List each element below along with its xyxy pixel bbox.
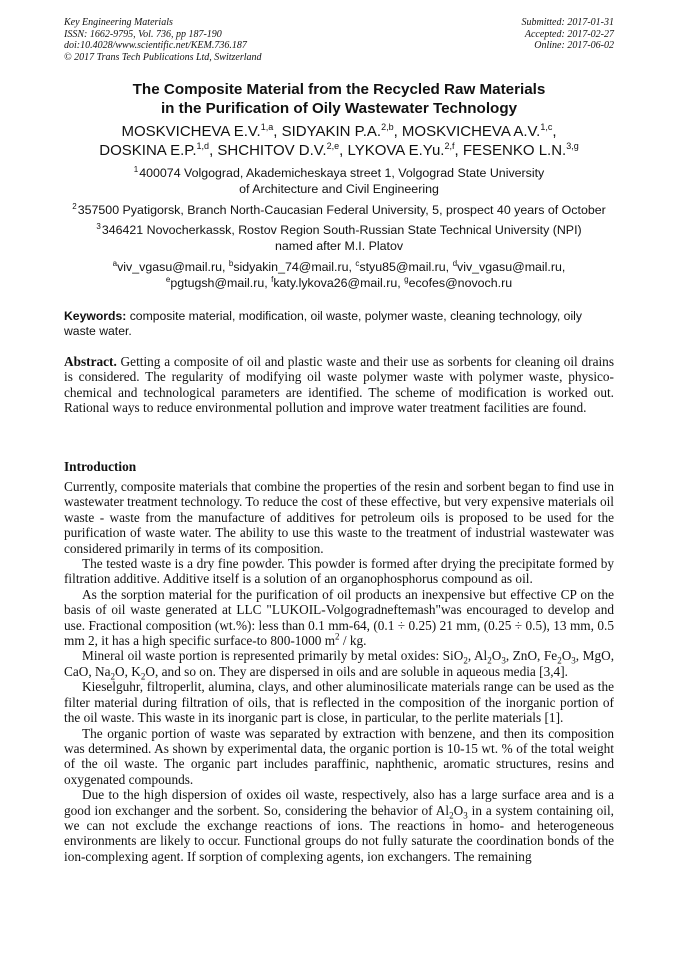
email-address[interactable]: viv_vgasu@mail.ru — [117, 260, 222, 274]
email-address[interactable]: styu85@mail.ru — [359, 260, 446, 274]
text-run: O — [453, 802, 464, 818]
subscript: 2 — [463, 656, 468, 667]
email-separator: , — [445, 260, 453, 274]
abstract-text: Getting a composite of oil and plastic waste and their use as sorbents for cleaning oil drains is considered. The regularity of modifying oil waste polymer waste with polymer waste, physico-chemical and technological parameters are identified. The scheme of modification is worked out. Rational ways to reduce environmental pollution and improve water treatment facilities are found. — [64, 354, 614, 416]
text-run: O — [491, 648, 502, 664]
email-mark: e — [165, 274, 171, 284]
author-affil-mark: 1,a — [260, 122, 274, 132]
subscript: 2 — [449, 810, 454, 821]
email-address[interactable]: ecofes@novoch.ru — [408, 275, 513, 290]
author-affil-mark: 2,e — [326, 141, 340, 151]
keywords-text: composite material, modification, oil waste, polymer waste, cleaning technology, oily waste water. — [64, 309, 582, 338]
author-separator: , — [393, 123, 402, 140]
affiliation-1-line-1 — [50, 166, 628, 182]
keywords-label: Keywords: — [64, 309, 127, 323]
subscript: 2 — [487, 656, 492, 667]
abstract — [64, 354, 614, 416]
affiliation-number: 1 — [133, 164, 139, 174]
text-run: Mineral oil waste portion is represented primarily by metal oxides: SiO — [82, 648, 464, 664]
email-separator: , — [264, 275, 272, 290]
email-separator: , — [348, 260, 356, 274]
text-run: O, and so on. They are dispersed in oils and are soluble in aqueous media [3,4]. — [145, 663, 568, 679]
subscript: 3 — [501, 656, 506, 667]
author-name: LYKOVA E.Yu. — [347, 142, 445, 159]
author-affil-mark: 2,f — [444, 141, 455, 151]
affiliation-text: 357500 Pyatigorsk, Branch North-Caucasian Federal University, 5, prospect 40 years of October — [77, 203, 606, 217]
emails-line-2 — [50, 276, 628, 292]
emails-line-1 — [50, 260, 628, 276]
text-run: , Al — [467, 648, 488, 664]
author-name: SIDYAKIN P.A. — [281, 123, 382, 140]
online-date: Online: 2017-06-02 — [534, 40, 614, 51]
author-separator: , — [454, 142, 463, 159]
email-mark: c — [355, 258, 360, 268]
email-separator: , — [221, 260, 229, 274]
email-address[interactable]: sidyakin_74@mail.ru — [233, 260, 349, 274]
text-run: , MgO, CaO, Na — [64, 648, 615, 679]
authors-line-1 — [30, 122, 648, 141]
email-mark: f — [271, 274, 274, 284]
title-line-1: The Composite Material from the Recycled Raw Materials — [132, 81, 546, 98]
section-heading-introduction: Introduction — [64, 459, 137, 474]
text-run: O — [561, 648, 572, 664]
affiliation-2 — [50, 203, 628, 219]
paragraph: The organic portion of waste was separated by extraction with benzene, and then its composition was determined. As shown by experimental data, the organic portion is 10-15 wt. % of the total weight of the oil waste. The organic part includes paraffinic, naphthenic, aromatic structures, resins and oxygenated compounds. — [64, 725, 614, 787]
subscript: 2 — [110, 671, 116, 682]
paragraph — [64, 648, 615, 682]
paragraph: Kieselguhr, filtroperlit, alumina, clays, and other aluminosilicate materials range can be used as the filter material during filtration of oils, that is reflected in the composition of the inorganic portion of the oil waste. This waste in its inorganic part is close, in particular, to the perlite materials [1]. — [64, 679, 614, 726]
affiliation-3 — [50, 223, 628, 254]
affiliation-number: 2 — [72, 201, 77, 211]
author-affil-mark: 2,b — [381, 122, 394, 132]
text-run: As the sorption material for the purification of oil products an inexpensive but effective CP on the basis of oil waste generated at LLC "LUKOIL-Volgogradneftemash"was encouraged to develop and use. Fractional composition (wt.%): less than 0.1 mm-64, (0.1 ÷ 0.25) 21 mm, (0.25 ÷ 0.5), 13 mm, 0.5 mm 2, it has a high specific surface-to 800-1000 m — [64, 586, 614, 649]
affiliation-3-line-2: named after M.I. Platov — [274, 238, 404, 253]
author-name: SHCHITOV D.V. — [217, 142, 327, 159]
subscript: 2 — [140, 671, 146, 682]
subscript: 2 — [557, 656, 562, 667]
author-name: MOSKVICHEVA A.V. — [401, 123, 541, 140]
author-affil-mark: 3,g — [566, 141, 579, 151]
abstract-label: Abstract. — [64, 354, 117, 369]
author-affil-mark: 1,c — [540, 122, 553, 132]
author-affil-mark: 1,d — [196, 141, 210, 151]
paragraph — [64, 787, 614, 864]
affiliation-1 — [50, 166, 628, 197]
email-mark: d — [452, 258, 458, 268]
paragraph: Currently, composite materials that combine the properties of the resin and sorbent began to find use in wastewater treatment technology. To reduce the cost of these effective, but very expensive materials oil waste - waste from the manufacture of additives for petroleum oils is proposed to be used for the purification of waste water. The ability to use this waste to the treatment of industrial wastewater was considered primarily in terms of its composition. — [64, 479, 614, 556]
introduction-body — [64, 479, 614, 864]
author-separator: , — [209, 142, 218, 159]
email-address[interactable]: viv_vgasu@mail.ru — [457, 260, 562, 274]
author-separator: , — [552, 123, 557, 140]
affiliation-2-line-1 — [50, 203, 628, 219]
affiliation-text: 346421 Novocherkassk, Rostov Region South-Russian State Technical University (NPI) — [101, 223, 582, 237]
paragraph: The tested waste is a dry fine powder. This powder is formed after drying the precipitate formed by filtration additive. Additive itself is a solution of an organophosphorus compound as oil. — [64, 556, 614, 587]
email-mark: g — [404, 274, 409, 284]
text-run: Due to the high dispersion of oxides oil waste, respectively, also has a large surface area and is a good ion exchanger and the sorbent. So, considering the behavior of Al — [64, 787, 614, 818]
email-separator: , — [397, 275, 405, 290]
submitted-date: Submitted: 2017-01-31 — [521, 17, 614, 28]
text-run: , ZnO, Fe — [505, 648, 558, 664]
author-name: MOSKVICHEVA E.V. — [121, 123, 261, 140]
author-separator: , — [273, 123, 282, 140]
text-run: / kg. — [339, 633, 367, 649]
issn-line: ISSN: 1662-9795, Vol. 736, pp 187-190 — [64, 28, 222, 40]
email-list — [50, 260, 628, 291]
affiliation-1-line-2: of Architecture and Civil Engineering — [239, 181, 439, 196]
author-name: FESENKO L.N. — [462, 142, 567, 159]
keywords — [64, 309, 614, 339]
authors-line-2 — [30, 141, 648, 160]
email-address[interactable]: pgtugsh@mail.ru — [170, 275, 265, 290]
journal-name: Key Engineering Materials — [64, 17, 173, 28]
author-list — [30, 122, 648, 160]
email-mark: b — [228, 258, 234, 268]
email-address[interactable]: katy.lykova26@mail.ru — [273, 275, 398, 290]
dates-header — [522, 17, 615, 52]
email-separator: , — [561, 260, 566, 274]
affiliation-number: 3 — [96, 221, 101, 231]
superscript: 2 — [335, 631, 340, 642]
text-run: in a system containing oil, we can not exclude the exchange reactions of ions. The reactions in homo- and heterogeneous environments are likely to occur. Functional groups do not fully saturate the coordination bonds of the ion-complexing agent. If sorption of complexing agents, ion exchangers. The remaining — [64, 802, 615, 864]
author-name: DOSKINA E.P. — [99, 142, 197, 159]
title-line-2: in the Purification of Oily Wastewater Technology — [160, 100, 518, 117]
doi-line: doi:10.4028/www.scientific.net/KEM.736.187 — [64, 40, 247, 51]
affiliation-text: 400074 Volgograd, Akademicheskaya street 1, Volgograd State University — [139, 166, 545, 180]
journal-header — [64, 17, 262, 63]
subscript: 3 — [571, 656, 576, 667]
subscript: 3 — [463, 810, 468, 821]
copyright-line: © 2017 Trans Tech Publications Ltd, Switzerland — [64, 51, 262, 63]
paragraph — [64, 587, 614, 649]
accepted-date: Accepted: 2017-02-27 — [524, 28, 614, 40]
affiliation-3-line-1 — [50, 223, 628, 239]
paper-title — [40, 80, 638, 118]
text-run: O, K — [115, 663, 141, 679]
email-mark: a — [112, 258, 118, 268]
author-separator: , — [339, 142, 348, 159]
